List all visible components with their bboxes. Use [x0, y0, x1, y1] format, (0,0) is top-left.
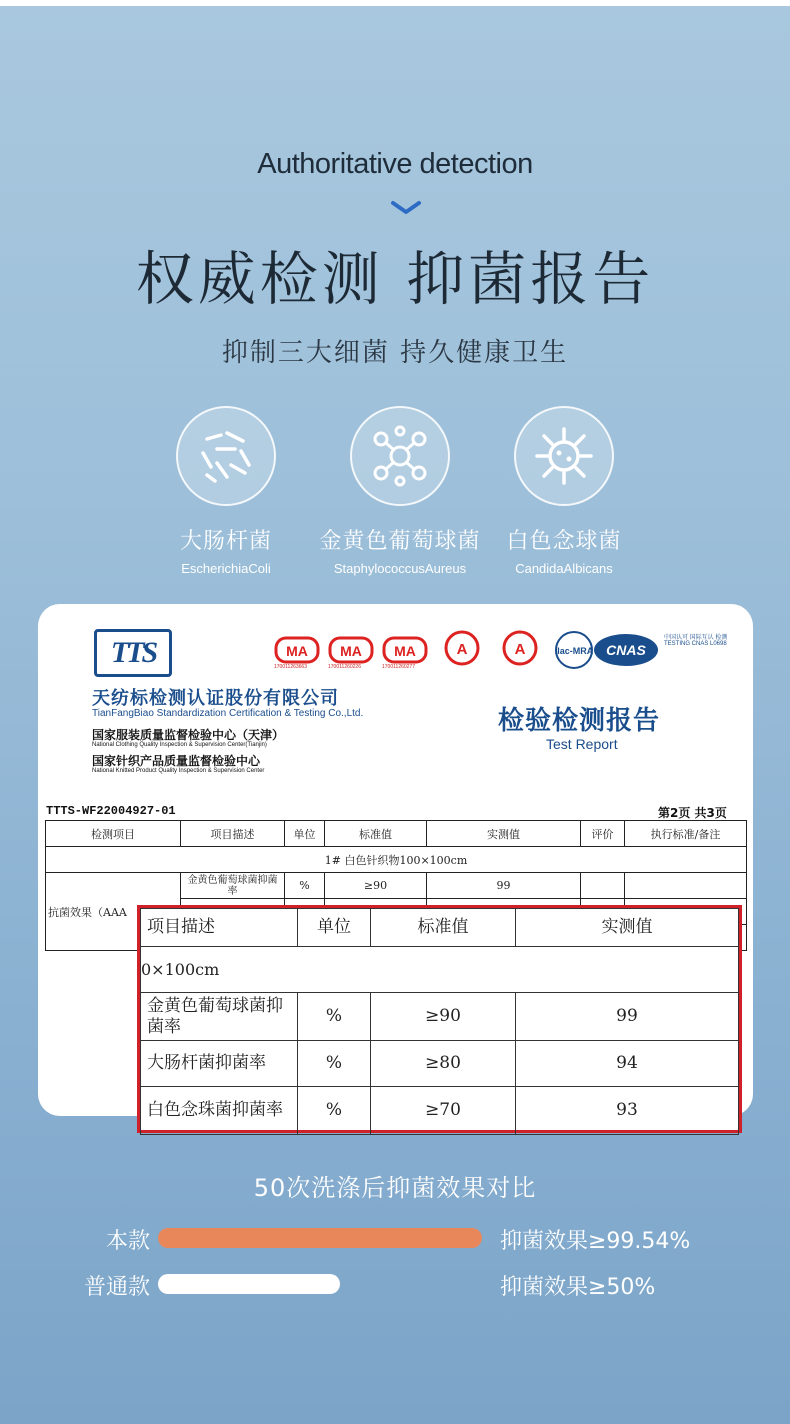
standard-cell: ≥90	[325, 873, 427, 899]
bacteria-en-name: EscherichiaColi	[181, 561, 271, 576]
table-row	[141, 1041, 739, 1087]
report-page-info: 第2页 共3页	[658, 806, 727, 820]
cal-mark-icon	[446, 632, 478, 664]
knitted-center-en: National Knitted Product Quality Inspection & Supervision Center	[92, 768, 265, 774]
comparison-result-regular: 抑菌效果≥50%	[500, 1275, 656, 1300]
value-cell: 99	[427, 873, 581, 899]
svg-text:MA: MA	[286, 643, 308, 659]
table-header: 项目描述	[181, 821, 285, 847]
table-header: 检测项目	[46, 821, 181, 847]
comparison-label-regular: 普通款	[83, 1275, 150, 1300]
value-cell: 99	[516, 993, 739, 1041]
comparison-bar-regular	[158, 1274, 340, 1294]
svg-text:MA: MA	[394, 643, 416, 659]
table-header-row	[46, 821, 747, 847]
rod-bacteria-icon	[176, 406, 276, 506]
table-row	[141, 1087, 739, 1135]
bacteria-cn-name: 白色念球菌	[506, 529, 622, 554]
value-cell: 94	[516, 1041, 739, 1087]
evaluation-cell	[581, 873, 625, 899]
standard-cell: ≥80	[371, 1041, 516, 1087]
bacteria-en-name: StaphylococcusAureus	[333, 561, 467, 576]
svg-text:CNAS: CNAS	[606, 642, 646, 658]
table-header: 实测值	[427, 821, 581, 847]
bacteria-cn-name: 大肠杆菌	[179, 529, 272, 554]
svg-text:A: A	[514, 641, 526, 658]
zoom-header: 项目描述	[141, 909, 298, 947]
bacteria-item-staph	[310, 406, 490, 576]
ilac-mra-icon	[555, 632, 594, 668]
zoomed-results-table	[137, 905, 742, 1133]
report-title-cn: 检验检测报告	[498, 706, 661, 736]
chevron-down-icon	[390, 200, 422, 216]
bacteria-en-name: CandidaAlbicans	[515, 561, 613, 576]
coccus-cluster-icon	[350, 406, 450, 506]
page-title: 权威检测 抑菌报告	[135, 245, 655, 313]
svg-text:MA: MA	[340, 643, 362, 659]
zoom-header: 单位	[298, 909, 371, 947]
cal-mark-icon	[504, 632, 536, 664]
table-header: 单位	[285, 821, 325, 847]
page-subtitle: 抑制三大细菌 持久健康卫生	[221, 338, 569, 368]
bacteria-item-ecoli	[136, 406, 316, 576]
unit-cell: %	[285, 873, 325, 899]
item-description: 白色念珠菌抑菌率	[141, 1087, 298, 1135]
cma-mark-icon	[384, 638, 426, 662]
zoom-sample-row	[141, 947, 739, 993]
item-description: 大肠杆菌抑菌率	[141, 1041, 298, 1087]
test-item-label: 抗菌效果（AAA	[46, 873, 181, 951]
company-name-cn: 天纺标检测认证股份有限公司	[92, 688, 339, 709]
cert-caption: 170011263663	[274, 664, 307, 670]
cnas-icon	[594, 634, 658, 666]
cma-mark-icon	[330, 638, 372, 662]
unit-cell: %	[298, 1087, 371, 1135]
virus-icon	[514, 406, 614, 506]
value-cell: 93	[516, 1087, 739, 1135]
knitted-center-cn: 国家针织产品质量监督检验中心	[92, 754, 261, 768]
item-description: 金黄色葡萄球菌抑菌率	[181, 873, 285, 899]
inspection-center-en: National Clothing Quality Inspection & Supervision Center(Tianjin)	[92, 742, 267, 748]
table-row	[141, 993, 739, 1041]
unit-cell: %	[298, 1041, 371, 1087]
table-row	[46, 847, 747, 873]
english-title: Authoritative detection	[257, 148, 533, 180]
tts-logo: TTS	[94, 629, 172, 677]
standard-cell: ≥70	[371, 1087, 516, 1135]
bacteria-item-candida	[474, 406, 654, 576]
remark-cell	[625, 873, 747, 899]
company-name-en: TianFangBiao Standardization Certification & Testing Co.,Ltd.	[92, 708, 364, 719]
svg-text:A: A	[456, 641, 468, 658]
item-description: 金黄色葡萄球菌抑菌率	[141, 993, 298, 1041]
sample-fragment: 0×100cm	[141, 947, 739, 993]
cnas-caption: 中国认可 国际互认 检测 TESTING CNAS L0698	[664, 635, 728, 647]
sample-description: 1# 白色针织物100×100cm	[46, 847, 747, 873]
inspection-center-cn: 国家服装质量监督检验中心（天津）	[92, 728, 285, 742]
zoom-header: 实测值	[516, 909, 739, 947]
cert-caption: 170011260226	[328, 664, 361, 670]
comparison-title: 50次洗涤后抑菌效果对比	[253, 1174, 537, 1202]
unit-cell: %	[298, 993, 371, 1041]
table-row	[46, 873, 747, 899]
top-band	[0, 0, 790, 6]
standard-cell: ≥90	[371, 993, 516, 1041]
table-header: 评价	[581, 821, 625, 847]
cma-mark-icon	[276, 638, 318, 662]
table-header: 标准值	[325, 821, 427, 847]
comparison-result-this: 抑菌效果≥99.54%	[500, 1229, 691, 1254]
report-number: TTTS-WF22004927-01	[46, 804, 176, 818]
bacteria-cn-name: 金黄色葡萄球菌	[319, 529, 481, 554]
comparison-label-this: 本款	[105, 1229, 150, 1254]
cert-caption: 170011260277	[382, 664, 415, 670]
table-header: 执行标准/备注	[625, 821, 747, 847]
svg-text:ilac-MRA: ilac-MRA	[554, 646, 594, 656]
zoom-header: 标准值	[371, 909, 516, 947]
comparison-bar-this	[158, 1228, 482, 1248]
report-title-en: Test Report	[546, 736, 618, 752]
zoom-header-row	[141, 909, 739, 947]
